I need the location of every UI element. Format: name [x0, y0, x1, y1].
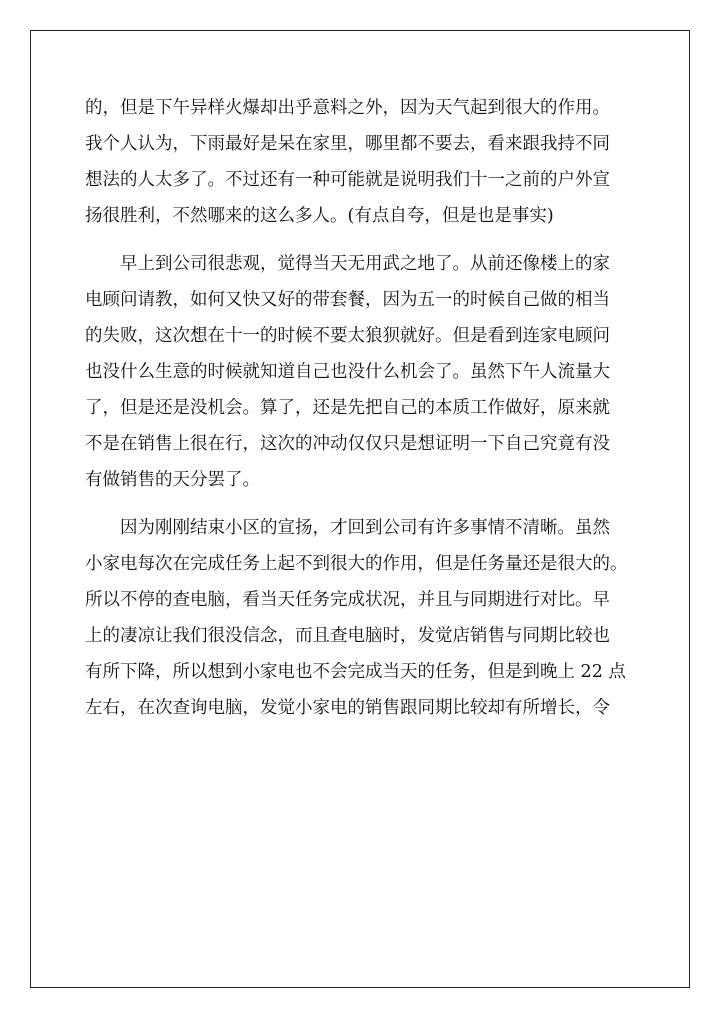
text-line: 有做销售的天分罢了。 — [85, 470, 260, 490]
document-body — [85, 90, 637, 726]
text-line: 上的凄凉让我们很没信念，而且查电脑时，发觉店销售与同期比较也 — [85, 626, 610, 646]
text-line: 有所下降，所以想到小家电也不会完成当天的任务，但是到晚上 22 点 — [85, 662, 626, 682]
paragraph-2 — [85, 246, 637, 498]
text-line: 小家电每次在完成任务上起不到很大的作用，但是任务量还是很大的。 — [85, 554, 628, 574]
text-line: 的失败，这次想在十一的时候不要太狼狈就好。但是看到连家电顾问 — [85, 326, 610, 346]
text-line: 左右，在次查询电脑，发觉小家电的销售跟同期比较却有所增长，令 — [85, 698, 610, 718]
text-line: 也没什么生意的时候就知道自己也没什么机会了。虽然下午人流量大 — [85, 362, 610, 382]
text-line: 不是在销售上很在行，这次的冲动仅仅只是想证明一下自己究竟有没 — [85, 434, 610, 454]
text-line: 扬很胜利，不然哪来的这么多人。(有点自夸，但是也是事实) — [85, 206, 554, 226]
text-line: 想法的人太多了。不过还有一种可能就是说明我们十一之前的户外宣 — [85, 170, 610, 190]
paragraph-3 — [85, 510, 637, 726]
text-line: 早上到公司很悲观，觉得当天无用武之地了。从前还像楼上的家 — [85, 254, 610, 274]
text-line: 所以不停的查电脑，看当天任务完成状况，并且与同期进行对比。早 — [85, 590, 610, 610]
text-line: 的，但是下午异样火爆却出乎意料之外，因为天气起到很大的作用。 — [85, 98, 610, 118]
paragraph-1 — [85, 90, 637, 234]
text-line: 电顾问请教，如何又快又好的带套餐，因为五一的时候自己做的相当 — [85, 290, 610, 310]
text-line: 我个人认为，下雨最好是呆在家里，哪里都不要去，看来跟我持不同 — [85, 134, 610, 154]
text-line: 因为刚刚结束小区的宣扬，才回到公司有许多事情不清晰。虽然 — [85, 518, 610, 538]
text-line: 了，但是还是没机会。算了，还是先把自己的本质工作做好，原来就 — [85, 398, 610, 418]
